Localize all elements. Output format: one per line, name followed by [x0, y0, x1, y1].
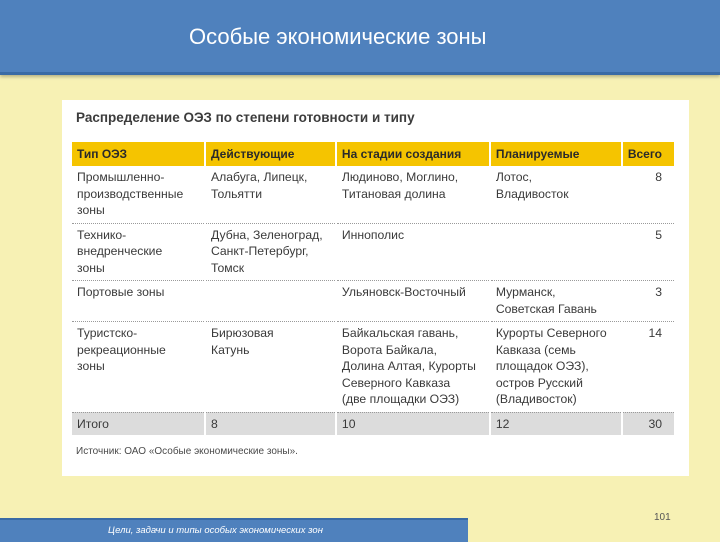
cell-line: рекреационные — [77, 342, 166, 357]
table-cell — [205, 166, 336, 223]
total-cell: 3 — [622, 281, 674, 322]
cell-line: Портовые зоны — [77, 285, 165, 299]
totals-cell: Итого — [72, 412, 205, 435]
slide-title: Особые экономические зоны — [189, 24, 487, 49]
column-header: Планируемые — [490, 142, 622, 166]
header-bar — [0, 0, 720, 75]
cell-line: Советская Гавань — [495, 301, 597, 316]
page-number: 101 — [654, 512, 671, 523]
table-cell — [72, 281, 205, 322]
cell-line: Иннополис — [341, 227, 405, 242]
total-cell: 14 — [622, 322, 674, 413]
table-header-row — [72, 142, 674, 166]
totals-row — [72, 412, 674, 435]
cell-line: Долина Алтая, Курорты — [341, 359, 476, 373]
table-title: Распределение ОЭЗ по степени готовности и типу — [76, 110, 415, 125]
cell-line: зоны — [77, 359, 105, 373]
oez-table — [72, 142, 674, 435]
cell-line: Ворота Байкала, — [341, 342, 437, 357]
table-cell — [205, 281, 336, 322]
cell-line: площадок ОЭЗ), — [495, 359, 589, 373]
column-header: Всего — [622, 142, 674, 166]
cell-line: Титановая долина — [341, 186, 446, 201]
table-cell — [490, 223, 622, 281]
table-cell — [72, 166, 205, 223]
cell-line: Курорты Северного — [495, 326, 607, 340]
table-row — [72, 166, 674, 223]
cell-line: Людиново, Моглино, — [341, 170, 459, 184]
cell-line: Бирюзовая — [210, 326, 274, 340]
table-body — [72, 166, 674, 435]
cell-line: Ульяновск-Восточный — [341, 285, 466, 299]
cell-line: Технико- — [77, 227, 127, 242]
cell-line: Кавказа (семь — [495, 342, 576, 357]
table-cell — [490, 166, 622, 223]
cell-line: Алабуга, Липецк, — [210, 170, 308, 184]
cell-line: Промышленно- — [77, 170, 165, 184]
cell-line: внедренческие — [77, 244, 163, 258]
cell-line: (Владивосток) — [495, 392, 577, 406]
table-row — [72, 223, 674, 281]
footer-bar — [0, 518, 468, 542]
column-header: Действующие — [205, 142, 336, 166]
table-cell — [336, 166, 490, 223]
table-cell — [72, 223, 205, 281]
table-row — [72, 322, 674, 413]
table-panel — [62, 100, 689, 476]
column-header: Тип ОЭЗ — [72, 142, 205, 166]
cell-line: Туристско- — [77, 326, 138, 340]
footer-text: Цели, задачи и типы особых экономических зон — [108, 525, 323, 536]
table-cell — [205, 322, 336, 413]
cell-line: производственные — [77, 186, 184, 201]
table-cell — [336, 322, 490, 413]
total-cell: 8 — [622, 166, 674, 223]
cell-line: Санкт-Петербург, — [210, 244, 309, 258]
cell-line: Байкальская гавань, — [341, 326, 459, 340]
source-note: Источник: ОАО «Особые экономические зоны». — [76, 446, 298, 457]
column-header: На стадии создания — [336, 142, 490, 166]
cell-line: Тольятти — [210, 186, 263, 201]
table-cell — [490, 322, 622, 413]
cell-line: Томск — [210, 260, 245, 275]
cell-line: Северного Кавказа — [341, 375, 451, 390]
table-cell — [205, 223, 336, 281]
totals-cell: 12 — [490, 412, 622, 435]
cell-line: (две площадки ОЭЗ) — [341, 392, 460, 406]
cell-line: Мурманск, — [495, 285, 556, 299]
table-cell — [490, 281, 622, 322]
totals-cell: 30 — [622, 412, 674, 435]
table-cell — [336, 281, 490, 322]
table-row — [72, 281, 674, 322]
cell-line: Катунь — [210, 342, 250, 357]
cell-line: Владивосток — [495, 186, 569, 201]
cell-line: Лотос, — [495, 170, 533, 184]
table-cell — [72, 322, 205, 413]
totals-cell: 10 — [336, 412, 490, 435]
total-cell: 5 — [622, 223, 674, 281]
cell-line: Дубна, Зеленоград, — [210, 227, 323, 242]
cell-line: зоны — [77, 260, 105, 275]
cell-line: зоны — [77, 203, 105, 217]
table-cell — [336, 223, 490, 281]
cell-line: остров Русский — [495, 375, 583, 390]
totals-cell: 8 — [205, 412, 336, 435]
